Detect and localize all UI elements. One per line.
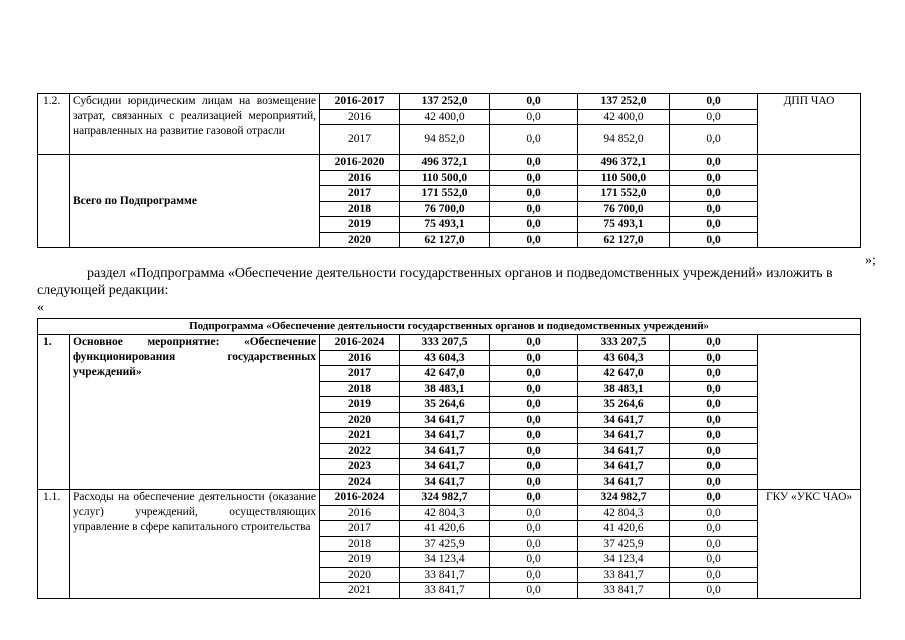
local-cell: 0,0 [670, 412, 758, 428]
local-cell: 0,0 [670, 521, 758, 537]
total-cell: 333 207,5 [400, 335, 490, 351]
period-cell: 2016 [320, 170, 400, 186]
regional-cell: 42 804,3 [578, 505, 670, 521]
total-cell: 42 804,3 [400, 505, 490, 521]
row-description: Расходы на обеспечение деятельности (оказание услуг) учреждений, осуществляющих управление в сфере капитального строительства [70, 490, 320, 599]
period-cell: 2021 [320, 583, 400, 599]
total-cell: 42 647,0 [400, 366, 490, 382]
regional-cell: 110 500,0 [578, 170, 670, 186]
federal-cell: 0,0 [490, 459, 578, 475]
row-description: Субсидии юридическим лицам на возмещение затрат, связанных с реализацией мероприятий, направленных на развитие газовой отрасли [70, 94, 320, 155]
local-cell: 0,0 [670, 186, 758, 202]
local-cell: 0,0 [670, 459, 758, 475]
local-cell: 0,0 [670, 109, 758, 125]
local-cell: 0,0 [670, 335, 758, 351]
executor-cell: ГКУ «УКС ЧАО» [758, 490, 861, 599]
table-row [38, 335, 861, 351]
federal-cell: 0,0 [490, 521, 578, 537]
federal-cell: 0,0 [490, 583, 578, 599]
local-cell: 0,0 [670, 567, 758, 583]
local-cell: 0,0 [670, 397, 758, 413]
regional-cell: 34 641,7 [578, 412, 670, 428]
federal-cell: 0,0 [490, 155, 578, 171]
regional-cell: 41 420,6 [578, 521, 670, 537]
regional-cell: 34 641,7 [578, 459, 670, 475]
total-cell: 75 493,1 [400, 217, 490, 233]
total-cell: 110 500,0 [400, 170, 490, 186]
federal-cell: 0,0 [490, 170, 578, 186]
local-cell: 0,0 [670, 232, 758, 248]
period-cell: 2016-2020 [320, 155, 400, 171]
total-cell: 34 641,7 [400, 459, 490, 475]
row-number [38, 155, 70, 248]
regional-cell: 171 552,0 [578, 186, 670, 202]
total-cell: 34 123,4 [400, 552, 490, 568]
federal-cell: 0,0 [490, 490, 578, 506]
federal-cell: 0,0 [490, 397, 578, 413]
total-cell: 35 264,6 [400, 397, 490, 413]
total-cell: 33 841,7 [400, 567, 490, 583]
table-row [38, 490, 861, 506]
federal-cell: 0,0 [490, 125, 578, 155]
total-cell: 34 641,7 [400, 412, 490, 428]
total-cell: 41 420,6 [400, 521, 490, 537]
period-cell: 2016 [320, 505, 400, 521]
federal-cell: 0,0 [490, 217, 578, 233]
federal-cell: 0,0 [490, 201, 578, 217]
regional-cell: 76 700,0 [578, 201, 670, 217]
federal-cell: 0,0 [490, 552, 578, 568]
period-cell: 2023 [320, 459, 400, 475]
total-cell: 37 425,9 [400, 536, 490, 552]
total-cell: 43 604,3 [400, 350, 490, 366]
federal-cell: 0,0 [490, 350, 578, 366]
period-cell: 2024 [320, 474, 400, 490]
local-cell: 0,0 [670, 536, 758, 552]
federal-cell: 0,0 [490, 474, 578, 490]
period-cell: 2017 [320, 125, 400, 155]
federal-cell: 0,0 [490, 536, 578, 552]
row-number: 1. [38, 335, 70, 490]
total-cell: 34 641,7 [400, 443, 490, 459]
table-row [38, 94, 861, 110]
local-cell: 0,0 [670, 217, 758, 233]
executor-cell: ДПП ЧАО [758, 94, 861, 155]
federal-cell: 0,0 [490, 443, 578, 459]
period-cell: 2019 [320, 397, 400, 413]
local-cell: 0,0 [670, 125, 758, 155]
regional-cell: 34 641,7 [578, 443, 670, 459]
local-cell: 0,0 [670, 490, 758, 506]
local-cell: 0,0 [670, 94, 758, 110]
period-cell: 2016-2017 [320, 94, 400, 110]
local-cell: 0,0 [670, 170, 758, 186]
federal-cell: 0,0 [490, 428, 578, 444]
opening-quote: « [37, 300, 44, 315]
paragraph-line-1: раздел «Подпрограмма «Обеспечение деятельности государственных органов и подведомственных учреждений» изложить в [87, 266, 833, 281]
federal-cell: 0,0 [490, 335, 578, 351]
regional-cell: 43 604,3 [578, 350, 670, 366]
federal-cell: 0,0 [490, 567, 578, 583]
federal-cell: 0,0 [490, 186, 578, 202]
closing-quote: »; [865, 253, 876, 268]
program-table-top [37, 93, 861, 248]
regional-cell: 324 982,7 [578, 490, 670, 506]
total-cell: 34 641,7 [400, 474, 490, 490]
regional-cell: 33 841,7 [578, 567, 670, 583]
row-description: Всего по Подпрограмме [70, 155, 320, 248]
period-cell: 2019 [320, 217, 400, 233]
period-cell: 2018 [320, 381, 400, 397]
total-cell: 34 641,7 [400, 428, 490, 444]
local-cell: 0,0 [670, 155, 758, 171]
period-cell: 2022 [320, 443, 400, 459]
regional-cell: 35 264,6 [578, 397, 670, 413]
total-cell: 62 127,0 [400, 232, 490, 248]
regional-cell: 42 400,0 [578, 109, 670, 125]
executor-cell [758, 335, 861, 490]
local-cell: 0,0 [670, 428, 758, 444]
period-cell: 2016-2024 [320, 335, 400, 351]
period-cell: 2019 [320, 552, 400, 568]
local-cell: 0,0 [670, 583, 758, 599]
row-number: 1.1. [38, 490, 70, 599]
period-cell: 2016 [320, 109, 400, 125]
regional-cell: 333 207,5 [578, 335, 670, 351]
regional-cell: 496 372,1 [578, 155, 670, 171]
total-cell: 94 852,0 [400, 125, 490, 155]
period-cell: 2017 [320, 366, 400, 382]
local-cell: 0,0 [670, 552, 758, 568]
local-cell: 0,0 [670, 366, 758, 382]
local-cell: 0,0 [670, 505, 758, 521]
federal-cell: 0,0 [490, 94, 578, 110]
regional-cell: 38 483,1 [578, 381, 670, 397]
regional-cell: 94 852,0 [578, 125, 670, 155]
period-cell: 2020 [320, 412, 400, 428]
regional-cell: 34 641,7 [578, 474, 670, 490]
total-cell: 324 982,7 [400, 490, 490, 506]
regional-cell: 34 641,7 [578, 428, 670, 444]
period-cell: 2017 [320, 521, 400, 537]
federal-cell: 0,0 [490, 381, 578, 397]
program-table-bottom [37, 318, 861, 599]
local-cell: 0,0 [670, 474, 758, 490]
period-cell: 2020 [320, 232, 400, 248]
local-cell: 0,0 [670, 201, 758, 217]
subprogram-header: Подпрограмма «Обеспечение деятельности государственных органов и подведомственных учреждений» [38, 319, 861, 335]
executor-cell [758, 155, 861, 248]
local-cell: 0,0 [670, 350, 758, 366]
regional-cell: 33 841,7 [578, 583, 670, 599]
federal-cell: 0,0 [490, 366, 578, 382]
local-cell: 0,0 [670, 381, 758, 397]
period-cell: 2021 [320, 428, 400, 444]
period-cell: 2017 [320, 186, 400, 202]
local-cell: 0,0 [670, 443, 758, 459]
period-cell: 2018 [320, 536, 400, 552]
row-description: Основное мероприятие: «Обеспечение функционирования государственных учреждений» [70, 335, 320, 490]
regional-cell: 62 127,0 [578, 232, 670, 248]
federal-cell: 0,0 [490, 232, 578, 248]
total-cell: 171 552,0 [400, 186, 490, 202]
row-number: 1.2. [38, 94, 70, 155]
total-cell: 42 400,0 [400, 109, 490, 125]
period-cell: 2016-2024 [320, 490, 400, 506]
regional-cell: 42 647,0 [578, 366, 670, 382]
federal-cell: 0,0 [490, 505, 578, 521]
table-row [38, 155, 861, 171]
total-cell: 137 252,0 [400, 94, 490, 110]
federal-cell: 0,0 [490, 412, 578, 428]
period-cell: 2018 [320, 201, 400, 217]
period-cell: 2020 [320, 567, 400, 583]
regional-cell: 37 425,9 [578, 536, 670, 552]
regional-cell: 75 493,1 [578, 217, 670, 233]
total-cell: 76 700,0 [400, 201, 490, 217]
federal-cell: 0,0 [490, 109, 578, 125]
total-cell: 496 372,1 [400, 155, 490, 171]
regional-cell: 137 252,0 [578, 94, 670, 110]
regional-cell: 34 123,4 [578, 552, 670, 568]
subprogram-header-row [38, 319, 861, 335]
total-cell: 33 841,7 [400, 583, 490, 599]
period-cell: 2016 [320, 350, 400, 366]
total-cell: 38 483,1 [400, 381, 490, 397]
paragraph-line-2: следующей редакции: [37, 283, 169, 298]
